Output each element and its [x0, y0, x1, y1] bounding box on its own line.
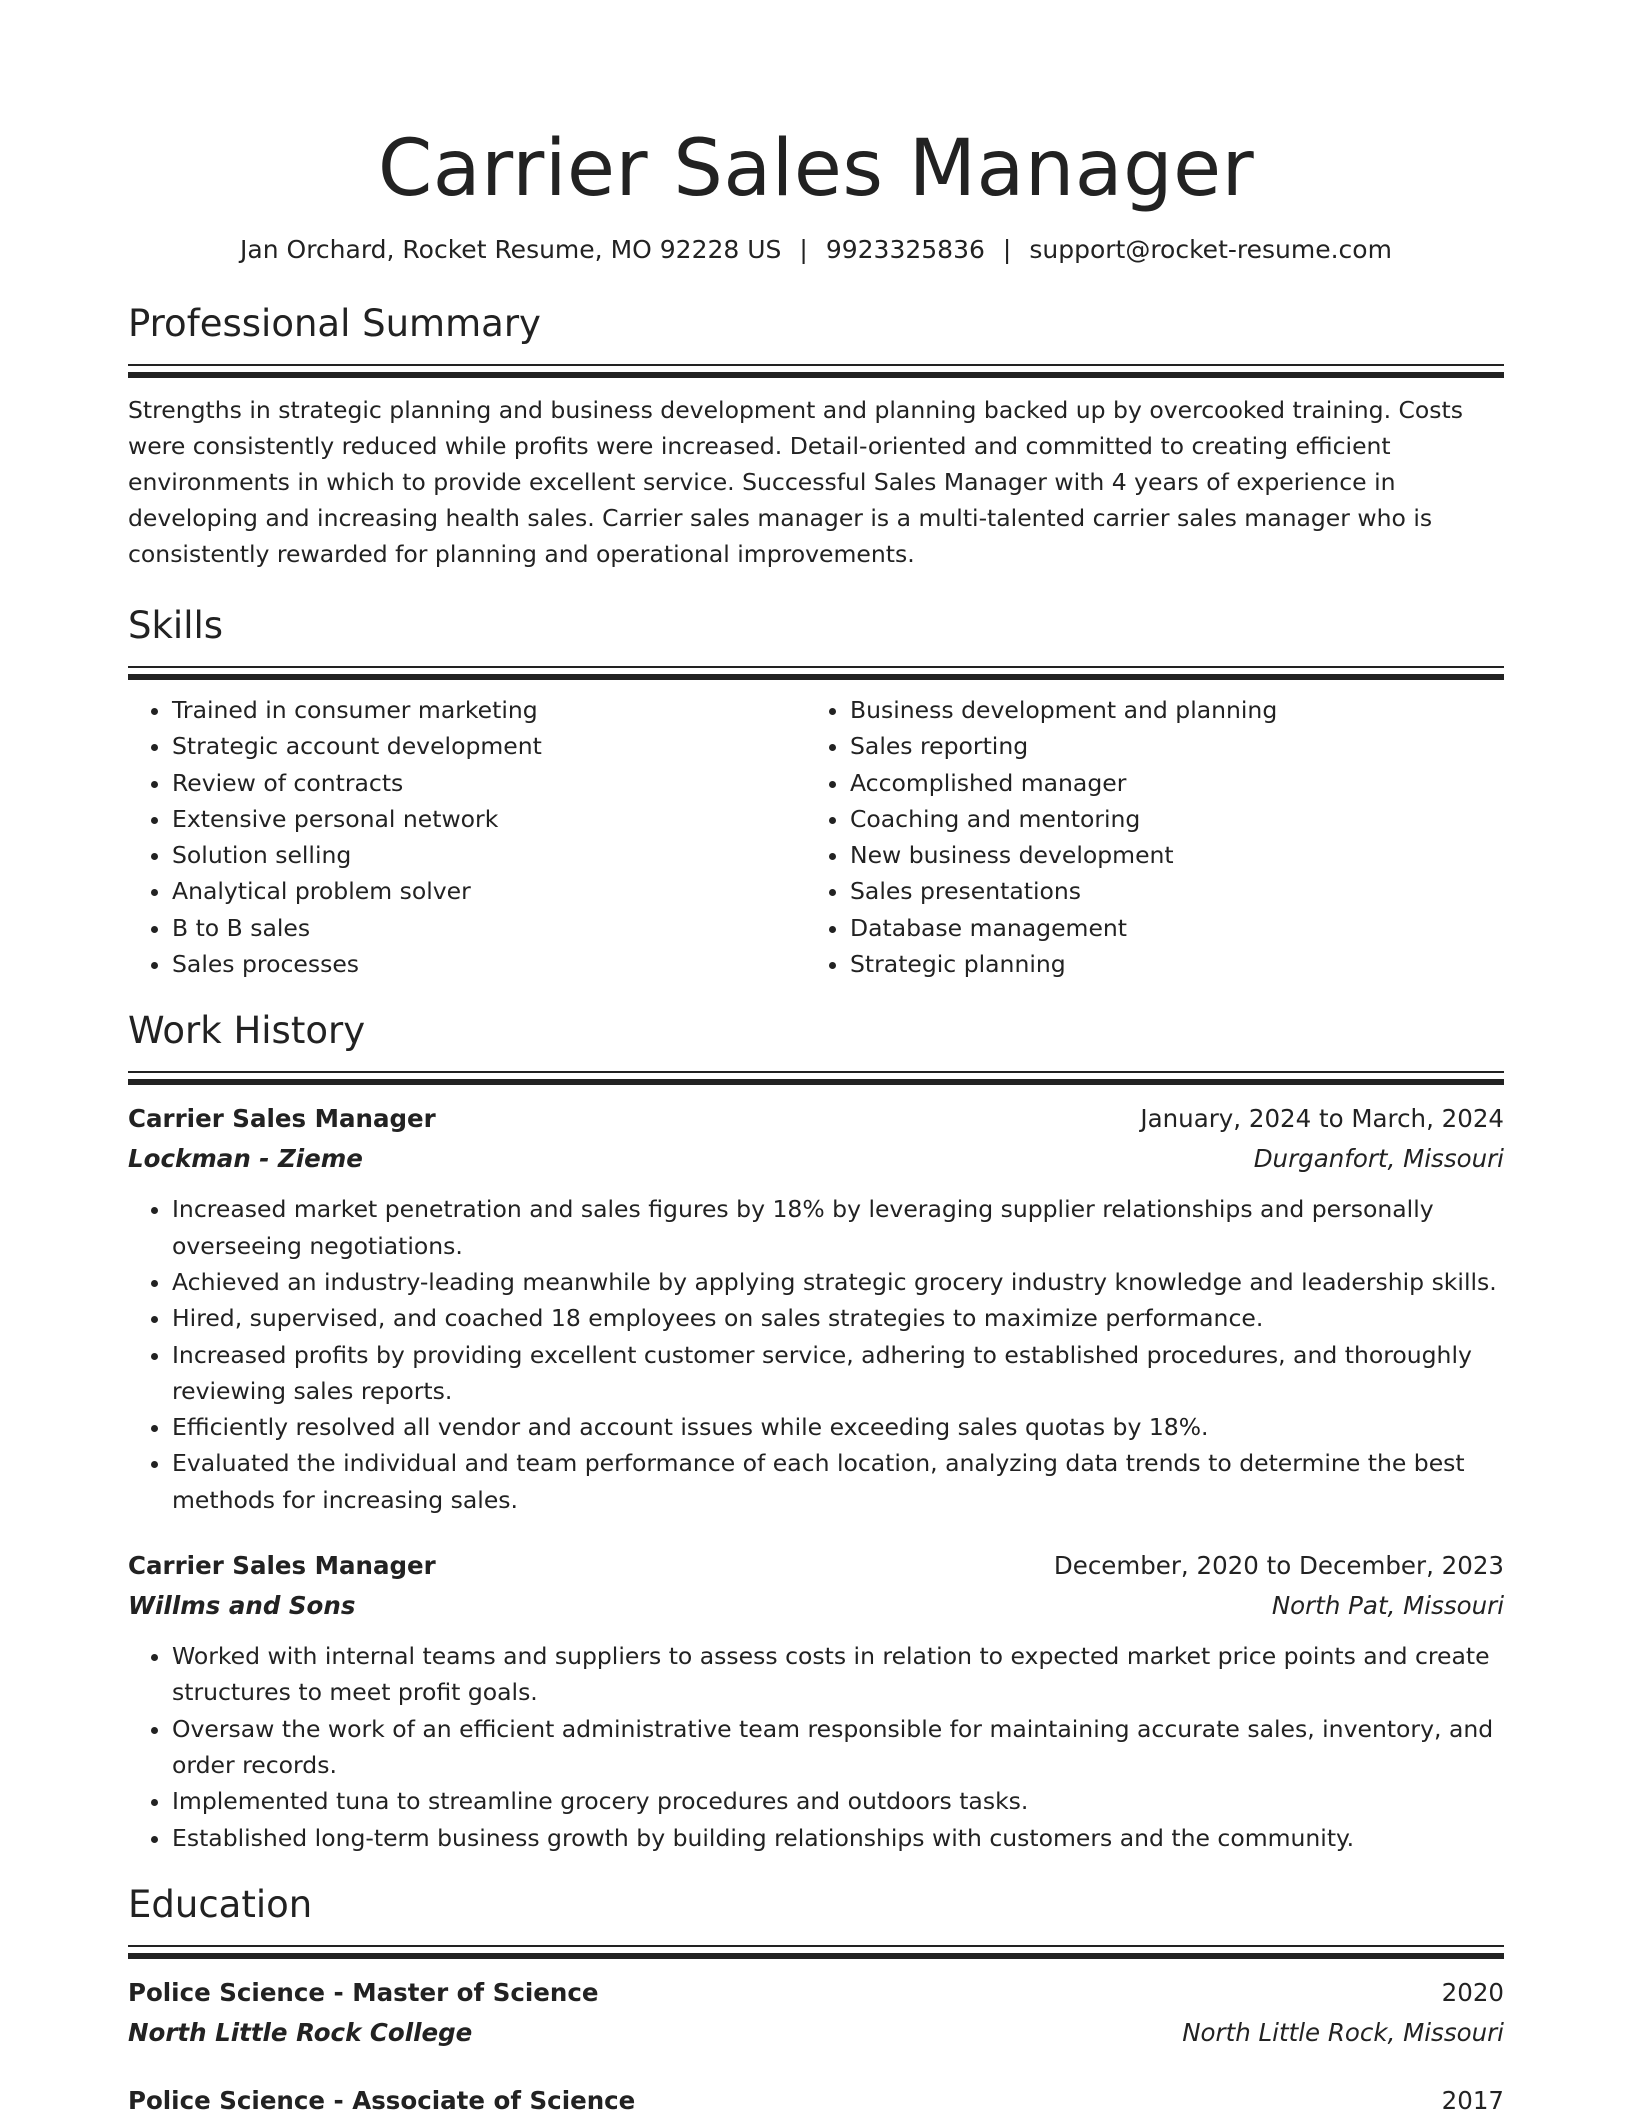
job-bullet: • Increased profits by providing excellent customer service, adhering to established procedures, and thoroughly reviewing sales reports. [172, 1337, 1504, 1410]
contact-email: support@rocket-resume.com [1029, 235, 1392, 264]
skill-item: • Review of contracts [172, 765, 806, 801]
contact-address: Jan Orchard, Rocket Resume, MO 92228 US [240, 235, 782, 264]
education-header [128, 2081, 1504, 2121]
job-bullet: • Achieved an industry-leading meanwhile by applying strategic grocery industry knowledge and leadership skills. [172, 1264, 1504, 1300]
job-bullet: • Evaluated the individual and team performance of each location, analyzing data trends to determine the best methods for increasing sales. [172, 1445, 1504, 1518]
education-header [128, 1973, 1504, 2013]
skill-item: • Business development and planning [850, 692, 1484, 728]
skill-item: • Sales reporting [850, 728, 1484, 764]
education-year: 2017 [1441, 2085, 1504, 2115]
job-bullet: • Oversaw the work of an efficient administrative team responsible for maintaining accurate sales, inventory, and order records. [172, 1711, 1504, 1784]
job-company: Lockman - Zieme [128, 1144, 363, 1174]
education-entry [128, 2081, 1504, 2121]
job-bullet: • Hired, supervised, and coached 18 employees on sales strategies to maximize performance. [172, 1300, 1504, 1336]
job-header [128, 1546, 1504, 1586]
job-bullet: • Efficiently resolved all vendor and account issues while exceeding sales quotas by 18%. [172, 1409, 1504, 1445]
job-bullets [128, 1638, 1504, 1856]
skill-item: • Solution selling [172, 837, 806, 873]
skills-columns [128, 692, 1504, 982]
job-dates: December, 2020 to December, 2023 [1053, 1551, 1504, 1581]
skill-item: • Extensive personal network [172, 801, 806, 837]
section-divider [128, 1071, 1504, 1085]
job-company: Willms and Sons [128, 1591, 356, 1621]
job-bullet: • Established long-term business growth by building relationships with customers and the community. [172, 1820, 1504, 1856]
education-year: 2020 [1441, 1977, 1504, 2007]
skill-item: • New business development [850, 837, 1484, 873]
skill-item: • Sales presentations [850, 873, 1484, 909]
job-title: Carrier Sales Manager [128, 1104, 436, 1134]
job-subheader [128, 1586, 1504, 1626]
job-entry [128, 1099, 1504, 1518]
work-history-heading: Work History [128, 1009, 366, 1053]
section-divider [128, 364, 1504, 378]
education-subheader [128, 2013, 1504, 2053]
skill-item: • Coaching and mentoring [850, 801, 1484, 837]
education-section [128, 1881, 1504, 2121]
job-location: North Pat, Missouri [1271, 1591, 1504, 1621]
contact-phone: 9923325836 [825, 235, 985, 264]
job-bullets [128, 1191, 1504, 1518]
job-bullet: • Implemented tuna to streamline grocery procedures and outdoors tasks. [172, 1783, 1504, 1819]
skills-heading: Skills [128, 604, 224, 647]
skills-section [128, 602, 1504, 982]
resume-name-title: Carrier Sales Manager [377, 124, 1255, 214]
skill-item: • Strategic account development [172, 728, 806, 764]
skill-item: • Database management [850, 910, 1484, 946]
education-degree: Police Science - Master of Science [128, 1977, 599, 2007]
education-location: North Little Rock, Missouri [1182, 2017, 1504, 2047]
job-header [128, 1099, 1504, 1139]
job-subheader [128, 1139, 1504, 1179]
skills-left-list [128, 692, 806, 982]
summary-text: Strengths in strategic planning and business development and planning backed up by overcooked training. Costs were consistently reduced while profits were increased. Detail-oriented and committed to creating efficient environments in which to provide excellent service. Successful Sales Manager with 4 years of experience in developing and increasing health sales. Carrier sales manager is a multi-talented carrier sales manager who is consistently rewarded for planning and operational improvements. [128, 396, 1464, 568]
contact-separator: | [799, 235, 808, 264]
contact-line [128, 233, 1504, 267]
skill-item: • Sales processes [172, 946, 806, 982]
job-title: Carrier Sales Manager [128, 1551, 436, 1581]
education-entry [128, 1973, 1504, 2053]
skill-item: • Accomplished manager [850, 765, 1484, 801]
skill-item: • B to B sales [172, 910, 806, 946]
education-degree: Police Science - Associate of Science [128, 2085, 636, 2115]
job-entry [128, 1546, 1504, 1856]
education-heading: Education [128, 1882, 313, 1926]
skill-item: • Analytical problem solver [172, 873, 806, 909]
resume-page [128, 0, 1504, 2121]
work-history-section [128, 1007, 1504, 1855]
section-divider [128, 1945, 1504, 1959]
skill-item: • Trained in consumer marketing [172, 692, 806, 728]
skills-right-list [806, 692, 1484, 982]
summary-section [128, 300, 1504, 572]
job-dates: January, 2024 to March, 2024 [1140, 1104, 1504, 1134]
job-bullet: • Increased market penetration and sales figures by 18% by leveraging supplier relationships and personally overseeing negotiations. [172, 1191, 1504, 1264]
education-school: North Little Rock College [128, 2017, 473, 2047]
job-location: Durganfort, Missouri [1253, 1144, 1504, 1174]
skill-item: • Strategic planning [850, 946, 1484, 982]
section-divider [128, 666, 1504, 680]
contact-separator: | [1002, 235, 1012, 264]
job-bullet: • Worked with internal teams and suppliers to assess costs in relation to expected market price points and create structures to meet profit goals. [172, 1638, 1504, 1711]
summary-heading: Professional Summary [128, 302, 541, 345]
